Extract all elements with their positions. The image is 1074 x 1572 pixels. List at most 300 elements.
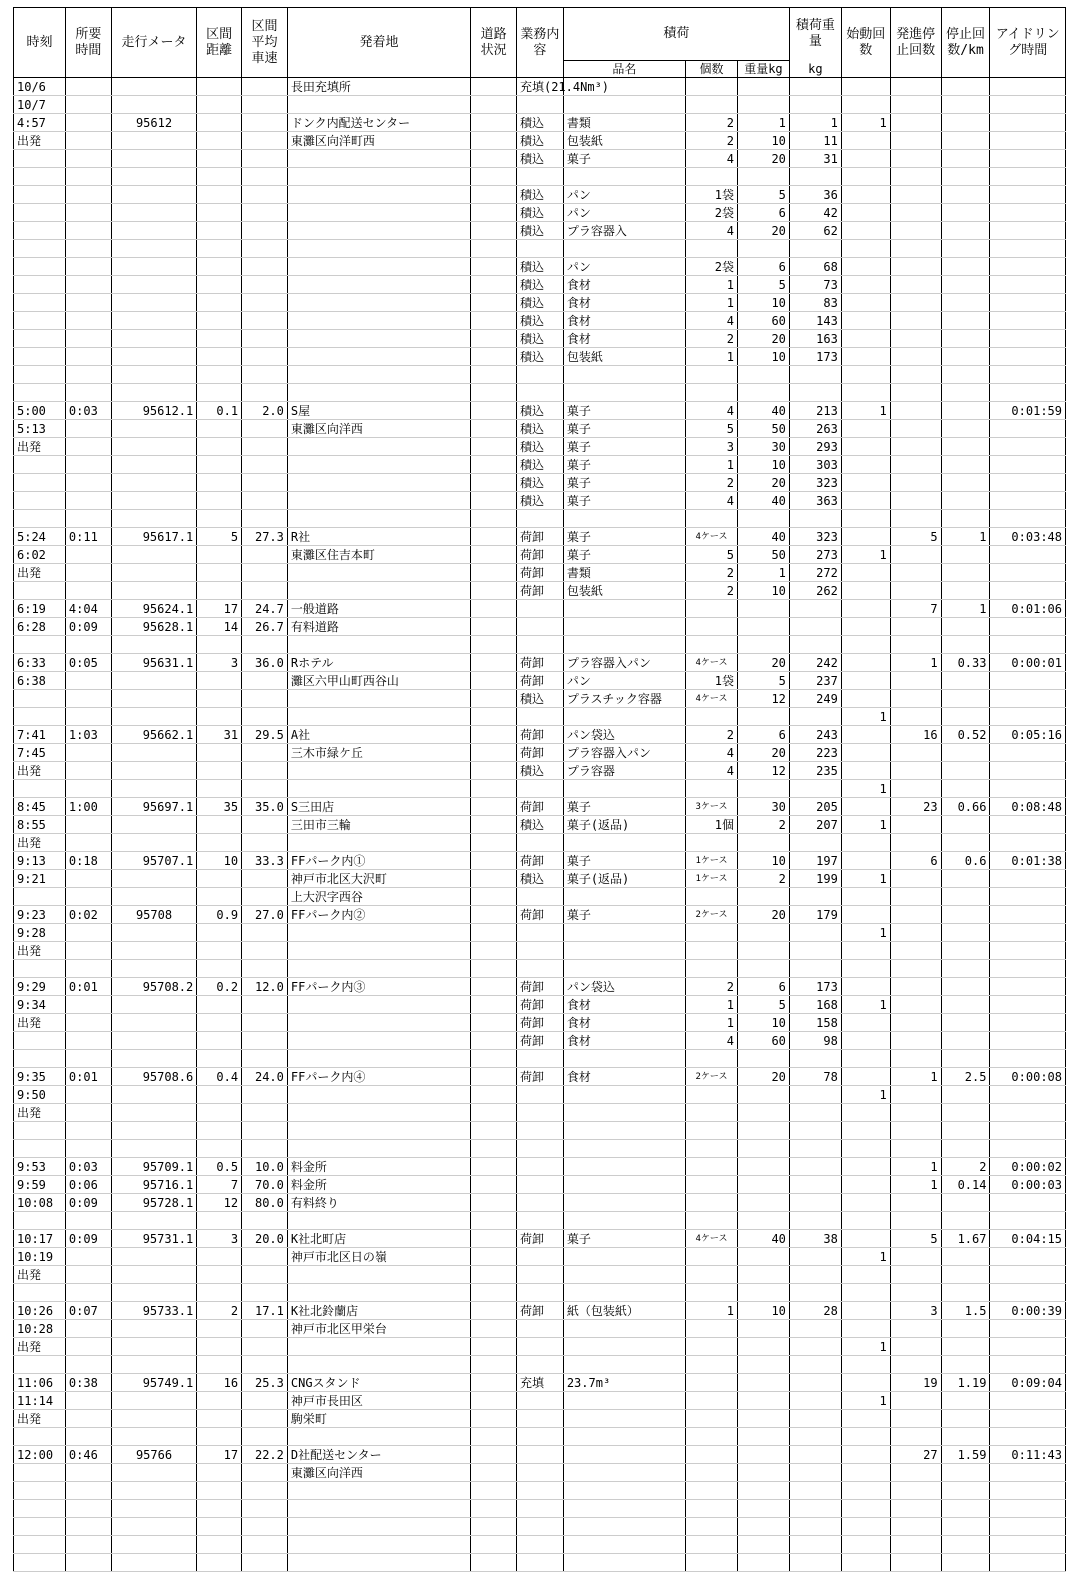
cell-stops: 3 (890, 1302, 941, 1320)
table-row (14, 996, 1066, 1014)
cell-time: 9:34 (14, 996, 66, 1014)
cell-count: 2 (686, 564, 738, 582)
cell-location: K社北町店 (287, 1230, 470, 1248)
cell-stops-per-km: 1 (941, 600, 990, 618)
cell-idling (990, 636, 1066, 654)
cell-odometer (111, 384, 197, 402)
cell-duration: 4:04 (65, 600, 111, 618)
cell-load: 272 (789, 564, 841, 582)
cell-item: 菓子 (563, 150, 685, 168)
cell-item: 食材 (563, 276, 685, 294)
cell-count (686, 96, 738, 114)
cell-distance (197, 1122, 242, 1140)
header-cargo-weight: 重量kg (737, 61, 789, 78)
cell-stops (890, 1536, 941, 1554)
cell-idling (990, 456, 1066, 474)
cell-road (471, 618, 517, 636)
table-row (14, 1122, 1066, 1140)
cell-starts (841, 96, 890, 114)
cell-weight (737, 780, 789, 798)
cell-count (686, 1338, 738, 1356)
cell-work (516, 780, 563, 798)
cell-item: 菓子 (563, 474, 685, 492)
cell-work: 積込 (516, 438, 563, 456)
cell-weight (737, 1392, 789, 1410)
cell-odometer (111, 870, 197, 888)
cell-weight (737, 888, 789, 906)
cell-count (686, 78, 738, 96)
table-row (14, 726, 1066, 744)
cell-time: 7:45 (14, 744, 66, 762)
cell-duration (65, 636, 111, 654)
cell-distance (197, 924, 242, 942)
cell-location (287, 492, 470, 510)
cell-stops-per-km (941, 1320, 990, 1338)
cell-count: 1 (686, 1014, 738, 1032)
cell-stops (890, 834, 941, 852)
cell-weight (737, 1338, 789, 1356)
cell-time (14, 1356, 66, 1374)
cell-work (516, 1176, 563, 1194)
cell-distance (197, 276, 242, 294)
cell-count (686, 1140, 738, 1158)
cell-load (789, 1518, 841, 1536)
cell-starts (841, 186, 890, 204)
cell-item (563, 366, 685, 384)
cell-count (686, 636, 738, 654)
cell-load (789, 1410, 841, 1428)
table-row (14, 654, 1066, 672)
cell-duration: 0:07 (65, 1302, 111, 1320)
cell-idling (990, 1248, 1066, 1266)
cell-weight: 5 (737, 276, 789, 294)
table-row (14, 1482, 1066, 1500)
cell-work (516, 366, 563, 384)
cell-road (471, 1338, 517, 1356)
table-row (14, 870, 1066, 888)
cell-speed (242, 366, 288, 384)
cell-duration (65, 1086, 111, 1104)
cell-stops (890, 780, 941, 798)
cell-time: 9:21 (14, 870, 66, 888)
cell-stops-per-km (941, 1140, 990, 1158)
cell-load (789, 1140, 841, 1158)
cell-location (287, 1536, 470, 1554)
cell-distance (197, 1356, 242, 1374)
cell-stops: 19 (890, 1374, 941, 1392)
cell-duration (65, 1356, 111, 1374)
cell-distance (197, 582, 242, 600)
cell-odometer (111, 816, 197, 834)
cell-duration (65, 222, 111, 240)
cell-distance (197, 1338, 242, 1356)
cell-item (563, 168, 685, 186)
cell-time (14, 312, 66, 330)
cell-stops: 6 (890, 852, 941, 870)
cell-item (563, 1410, 685, 1428)
cell-location (287, 1518, 470, 1536)
cell-duration (65, 1338, 111, 1356)
cell-stops-per-km: 1.5 (941, 1302, 990, 1320)
cell-item (563, 1554, 685, 1572)
cell-location: ドンク内配送センター (287, 114, 470, 132)
cell-item (563, 1284, 685, 1302)
cell-load: 68 (789, 258, 841, 276)
table-row (14, 1158, 1066, 1176)
cell-road (471, 1014, 517, 1032)
cell-stops-per-km: 1.67 (941, 1230, 990, 1248)
cell-road (471, 690, 517, 708)
cell-work (516, 1464, 563, 1482)
cell-speed (242, 1518, 288, 1536)
cell-distance (197, 546, 242, 564)
cell-speed (242, 1554, 288, 1572)
header-work: 業務内容 (516, 8, 563, 78)
cell-speed (242, 384, 288, 402)
cell-road (471, 1068, 517, 1086)
cell-odometer (111, 366, 197, 384)
cell-stops-per-km (941, 546, 990, 564)
cell-road (471, 492, 517, 510)
cell-weight (737, 1536, 789, 1554)
cell-distance: 12 (197, 1194, 242, 1212)
cell-item: 菓子 (563, 798, 685, 816)
cell-item (563, 1428, 685, 1446)
cell-work (516, 1194, 563, 1212)
cell-count (686, 1212, 738, 1230)
cell-duration (65, 96, 111, 114)
cell-odometer: 95708.6 (111, 1068, 197, 1086)
cell-item (563, 636, 685, 654)
cell-road (471, 1104, 517, 1122)
cell-load (789, 1086, 841, 1104)
cell-idling (990, 384, 1066, 402)
cell-weight: 60 (737, 312, 789, 330)
cell-stops-per-km (941, 762, 990, 780)
cell-road (471, 1158, 517, 1176)
cell-odometer (111, 186, 197, 204)
cell-count (686, 1266, 738, 1284)
cell-work (516, 1446, 563, 1464)
cell-distance: 0.4 (197, 1068, 242, 1086)
cell-location (287, 222, 470, 240)
cell-distance (197, 708, 242, 726)
cell-starts (841, 168, 890, 186)
cell-time (14, 258, 66, 276)
cell-road (471, 1248, 517, 1266)
cell-road (471, 402, 517, 420)
cell-weight: 60 (737, 1032, 789, 1050)
cell-load: 363 (789, 492, 841, 510)
cell-idling (990, 1428, 1066, 1446)
cell-idling: 0:11:43 (990, 1446, 1066, 1464)
cell-speed (242, 438, 288, 456)
cell-item (563, 96, 685, 114)
cell-time: 出発 (14, 1410, 66, 1428)
cell-road (471, 1230, 517, 1248)
cell-load: 31 (789, 150, 841, 168)
cell-odometer: 95728.1 (111, 1194, 197, 1212)
cell-speed (242, 150, 288, 168)
cell-starts (841, 888, 890, 906)
cell-idling (990, 1140, 1066, 1158)
cell-stops (890, 474, 941, 492)
cell-time (14, 1050, 66, 1068)
cell-road (471, 798, 517, 816)
cell-starts (841, 1410, 890, 1428)
cell-duration: 0:46 (65, 1446, 111, 1464)
cell-starts (841, 1428, 890, 1446)
cell-stops-per-km (941, 384, 990, 402)
cell-road (471, 330, 517, 348)
cell-stops (890, 690, 941, 708)
cell-time: 9:59 (14, 1176, 66, 1194)
cell-item: 紙（包装紙） (563, 1302, 685, 1320)
cell-distance (197, 1482, 242, 1500)
cell-stops (890, 204, 941, 222)
cell-road (471, 780, 517, 798)
cell-starts (841, 636, 890, 654)
cell-item: 菓子 (563, 528, 685, 546)
cell-item: 菓子 (563, 402, 685, 420)
cell-weight (737, 1356, 789, 1374)
cell-duration (65, 348, 111, 366)
cell-duration (65, 1482, 111, 1500)
cell-count (686, 1356, 738, 1374)
cell-road (471, 924, 517, 942)
cell-odometer (111, 546, 197, 564)
cell-stops-per-km: 1 (941, 528, 990, 546)
cell-work: 荷卸 (516, 582, 563, 600)
cell-location: 料金所 (287, 1158, 470, 1176)
cell-stops (890, 384, 941, 402)
cell-road (471, 1500, 517, 1518)
cell-work (516, 708, 563, 726)
cell-weight: 30 (737, 798, 789, 816)
cell-work: 荷卸 (516, 798, 563, 816)
cell-road (471, 582, 517, 600)
cell-work (516, 1500, 563, 1518)
cell-weight (737, 1140, 789, 1158)
cell-work (516, 1158, 563, 1176)
cell-odometer (111, 1050, 197, 1068)
cell-stops-per-km (941, 258, 990, 276)
cell-stops-per-km: 0.66 (941, 798, 990, 816)
cell-starts (841, 1176, 890, 1194)
cell-weight: 10 (737, 852, 789, 870)
cell-starts (841, 1194, 890, 1212)
cell-stops-per-km (941, 672, 990, 690)
cell-location (287, 708, 470, 726)
cell-road (471, 1536, 517, 1554)
cell-duration (65, 114, 111, 132)
cell-work: 積込 (516, 420, 563, 438)
cell-idling (990, 906, 1066, 924)
cell-stops (890, 1014, 941, 1032)
cell-road (471, 312, 517, 330)
cell-distance (197, 1014, 242, 1032)
cell-work (516, 1482, 563, 1500)
cell-stops (890, 258, 941, 276)
cell-distance: 35 (197, 798, 242, 816)
cell-load (789, 1122, 841, 1140)
cell-stops (890, 582, 941, 600)
cell-starts: 1 (841, 996, 890, 1014)
cell-idling (990, 672, 1066, 690)
cell-distance (197, 114, 242, 132)
cell-count: 4 (686, 1032, 738, 1050)
cell-location: FFパーク内④ (287, 1068, 470, 1086)
cell-work: 積込 (516, 312, 563, 330)
cell-duration (65, 1122, 111, 1140)
cell-idling (990, 348, 1066, 366)
cell-item: 菓子 (563, 546, 685, 564)
cell-work (516, 636, 563, 654)
cell-odometer (111, 294, 197, 312)
cell-idling (990, 564, 1066, 582)
cell-road (471, 1374, 517, 1392)
cell-location (287, 1554, 470, 1572)
cell-load: 11 (789, 132, 841, 150)
cell-road (471, 222, 517, 240)
cell-location (287, 1266, 470, 1284)
cell-count: 2 (686, 114, 738, 132)
cell-item: パン (563, 258, 685, 276)
cell-location: 東灘区向洋町西 (287, 132, 470, 150)
cell-stops (890, 1554, 941, 1572)
cell-time: 10:08 (14, 1194, 66, 1212)
table-row (14, 132, 1066, 150)
header-row (14, 8, 1066, 61)
cell-speed: 27.0 (242, 906, 288, 924)
cell-weight: 5 (737, 186, 789, 204)
cell-idling (990, 942, 1066, 960)
cell-road (471, 1446, 517, 1464)
table-row (14, 780, 1066, 798)
cell-location (287, 636, 470, 654)
cell-odometer: 95697.1 (111, 798, 197, 816)
cell-item (563, 960, 685, 978)
cell-idling (990, 1212, 1066, 1230)
cell-starts (841, 1068, 890, 1086)
cell-weight: 12 (737, 762, 789, 780)
cell-distance (197, 294, 242, 312)
cell-distance (197, 762, 242, 780)
cell-work (516, 1104, 563, 1122)
cell-location (287, 276, 470, 294)
cell-odometer (111, 1482, 197, 1500)
cell-speed (242, 420, 288, 438)
cell-starts (841, 690, 890, 708)
cell-road (471, 834, 517, 852)
cell-work (516, 1536, 563, 1554)
cell-idling (990, 1518, 1066, 1536)
cell-starts (841, 1356, 890, 1374)
table-row (14, 888, 1066, 906)
cell-location (287, 1338, 470, 1356)
cell-starts (841, 240, 890, 258)
cell-count: 4ケース (686, 528, 738, 546)
cell-location (287, 294, 470, 312)
cell-location (287, 168, 470, 186)
cell-starts (841, 1446, 890, 1464)
cell-speed (242, 1392, 288, 1410)
cell-work: 積込 (516, 762, 563, 780)
cell-odometer (111, 456, 197, 474)
cell-distance (197, 1140, 242, 1158)
cell-duration (65, 384, 111, 402)
cell-location (287, 1086, 470, 1104)
cell-time (14, 1518, 66, 1536)
cell-starts (841, 744, 890, 762)
cell-time: 6:19 (14, 600, 66, 618)
cell-starts (841, 564, 890, 582)
cell-load (789, 1392, 841, 1410)
cell-odometer: 95631.1 (111, 654, 197, 672)
cell-weight (737, 1464, 789, 1482)
cell-speed (242, 492, 288, 510)
cell-count: 1 (686, 996, 738, 1014)
table-row (14, 1464, 1066, 1482)
cell-odometer (111, 1554, 197, 1572)
table-row (14, 942, 1066, 960)
cell-stops-per-km (941, 402, 990, 420)
cell-speed: 33.3 (242, 852, 288, 870)
cell-distance (197, 150, 242, 168)
cell-location (287, 150, 470, 168)
cell-stops (890, 564, 941, 582)
cell-road (471, 762, 517, 780)
table-row (14, 402, 1066, 420)
table-row (14, 1374, 1066, 1392)
cell-starts (841, 960, 890, 978)
cell-idling (990, 78, 1066, 96)
cell-starts (841, 672, 890, 690)
cell-stops-per-km (941, 690, 990, 708)
cell-starts: 1 (841, 870, 890, 888)
cell-stops-per-km (941, 618, 990, 636)
cell-stops (890, 1248, 941, 1266)
cell-road (471, 1122, 517, 1140)
cell-weight (737, 1086, 789, 1104)
cell-speed (242, 960, 288, 978)
cell-starts (841, 294, 890, 312)
cell-idling (990, 1356, 1066, 1374)
cell-road (471, 1176, 517, 1194)
header-cargo-item: 品名 (563, 61, 685, 78)
cell-work: 荷卸 (516, 1302, 563, 1320)
cell-distance: 14 (197, 618, 242, 636)
cell-stops-per-km (941, 780, 990, 798)
cell-idling: 0:01:38 (990, 852, 1066, 870)
cell-road (471, 240, 517, 258)
cell-count: 1袋 (686, 672, 738, 690)
cell-idling: 0:01:59 (990, 402, 1066, 420)
cell-duration (65, 816, 111, 834)
cell-odometer (111, 1248, 197, 1266)
cell-odometer: 95731.1 (111, 1230, 197, 1248)
cell-distance (197, 1554, 242, 1572)
cell-speed: 17.1 (242, 1302, 288, 1320)
cell-stops-per-km (941, 276, 990, 294)
cell-item (563, 1212, 685, 1230)
cell-weight (737, 1248, 789, 1266)
cell-item (563, 1176, 685, 1194)
cell-time: 出発 (14, 1014, 66, 1032)
cell-starts (841, 510, 890, 528)
cell-odometer (111, 564, 197, 582)
cell-load: 205 (789, 798, 841, 816)
